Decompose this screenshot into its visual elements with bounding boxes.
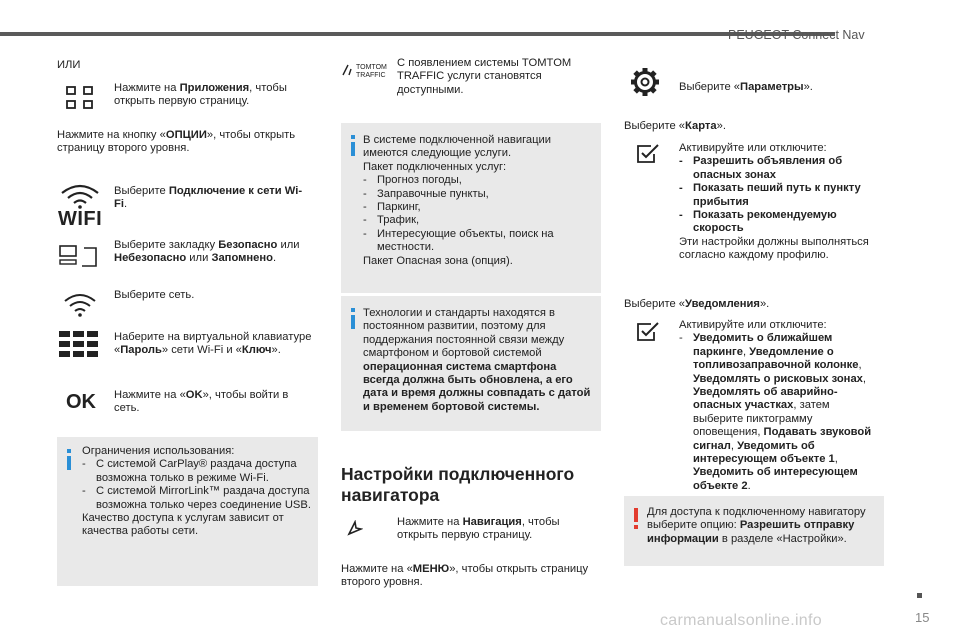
map-settings-list xyxy=(679,155,879,235)
notif-toggle-intro: Активируйте или отключите: xyxy=(679,319,827,331)
usage-limits-list xyxy=(82,458,312,512)
warning-text: Для доступа к подключенному навигатору выберите опцию: Разрешить отправку информации в разделе «Настройки». xyxy=(647,506,866,545)
tabs-icon xyxy=(58,244,98,270)
or-label: ИЛИ xyxy=(57,59,81,71)
ok-instruction: Нажмите на «OK», чтобы войти в сеть. xyxy=(114,389,289,415)
usage-limits-title: Ограничения использования: xyxy=(82,445,235,457)
services-footer: Пакет Опасная зона (опция). xyxy=(363,254,513,267)
map-footer: Эти настройки должны выполняться согласно каждому профилю. xyxy=(679,235,869,262)
options-instruction: Нажмите на кнопку «ОПЦИИ», чтобы открыть страницу второго уровня. xyxy=(57,129,296,155)
header-bar xyxy=(0,32,835,36)
services-note xyxy=(341,123,601,293)
wifi-icon-label: WIFI xyxy=(58,208,103,230)
page-number: 15 xyxy=(915,610,930,625)
map-instruction: Выберите «Карта». xyxy=(624,120,726,132)
sync-note xyxy=(341,296,601,431)
navigation-instruction: Нажмите на Навигация, чтобы открыть первую страницу. xyxy=(397,516,560,542)
apps-grid-icon xyxy=(66,86,94,110)
wifi-select-instruction: Выберите Подключение к сети Wi-Fi. xyxy=(114,185,303,211)
services-pack: Пакет подключенных услуг: xyxy=(363,160,507,173)
keyboard-icon xyxy=(59,331,99,357)
map-settings xyxy=(679,142,879,263)
list-item: - Паркинг, xyxy=(363,201,595,214)
list-item: - Показать рекомендуемую скорость xyxy=(679,209,879,236)
list-item: - Прогноз погоды, xyxy=(363,174,595,187)
checkbox-icon xyxy=(636,144,660,164)
list-item: - Заправочные пункты, xyxy=(363,188,595,201)
notification-settings-list xyxy=(679,332,879,493)
tab-select-instruction: Выберите закладку Безопасно или Небезопасно или Запомнено. xyxy=(114,239,300,265)
tomtom-text: С появлением системы TOMTOM TRAFFIC услуги становятся доступными. xyxy=(397,57,572,96)
section-heading: Настройки подключенного навигатора xyxy=(341,464,575,505)
services-intro: В системе подключенной навигации имеются следующие услуги. xyxy=(363,134,552,160)
usage-limits-footer: Качество доступа к услугам зависит от качества работы сети. xyxy=(82,512,284,538)
list-item: - Уведомить о ближайшем паркинге, Уведомление о топливозаправочной колонке, Уведомлять о рисковых зонах, Уведомлять об аварийно-опасных участках, затем выберите пиктограмму оповещения, Подавать звуковой сигнал, Уведомить об интересующем объекте 1, Уведомить об интересующем объекте 2. xyxy=(679,332,879,493)
checkbox-icon xyxy=(636,322,660,342)
network-select-instruction: Выберите сеть. xyxy=(114,289,195,301)
notification-settings xyxy=(679,319,879,493)
services-list xyxy=(363,174,595,254)
apps-instruction: Нажмите на Приложения, чтобы открыть первую страницу. xyxy=(114,82,287,108)
wifi-icon xyxy=(58,183,102,233)
list-item: - Интересующие объекты, поиск на местности. xyxy=(363,228,595,255)
map-toggle-intro: Активируйте или отключите: xyxy=(679,142,827,154)
page-marker xyxy=(917,593,922,598)
page-header-title: PEUGEOT Connect Nav xyxy=(728,28,865,42)
list-item: - Трафик, xyxy=(363,214,595,227)
warning-note xyxy=(624,496,884,566)
list-item: - С системой MirrorLink™ раздача доступа возможна только через соединение USB. xyxy=(82,485,312,512)
params-instruction: Выберите «Параметры». xyxy=(679,81,813,93)
ok-icon: OK xyxy=(66,391,96,413)
keyboard-instruction: Наберите на виртуальной клавиатуре «Пароль» сети Wi-Fi и «Ключ». xyxy=(114,331,312,357)
list-item: - Разрешить объявления об опасных зонах xyxy=(679,155,879,182)
list-item: - Показать пеший путь к пункту прибытия xyxy=(679,182,879,209)
tomtom-traffic-icon: TOMTOM TRAFFIC xyxy=(342,61,388,85)
menu-instruction: Нажмите на «МЕНЮ», чтобы открыть страницу второго уровня. xyxy=(341,563,589,589)
navigation-icon xyxy=(347,520,363,536)
notifications-instruction: Выберите «Уведомления». xyxy=(624,298,770,310)
usage-limits-note xyxy=(57,437,318,586)
list-item: - С системой CarPlay® раздача доступа возможна только в режиме Wi-Fi. xyxy=(82,458,312,485)
network-icon xyxy=(62,291,98,321)
sync-text: Технологии и стандарты находятся в постоянном развитии, поэтому для поддержания постоянной связи между смартфоном и бортовой системой операционная система смартфона всегда должна быть обновлена, а его дата и время должны совпадать с датой и временем бортовой системы. xyxy=(363,307,591,413)
watermark: carmanualsonline.info xyxy=(660,612,822,629)
gear-icon xyxy=(630,67,660,97)
